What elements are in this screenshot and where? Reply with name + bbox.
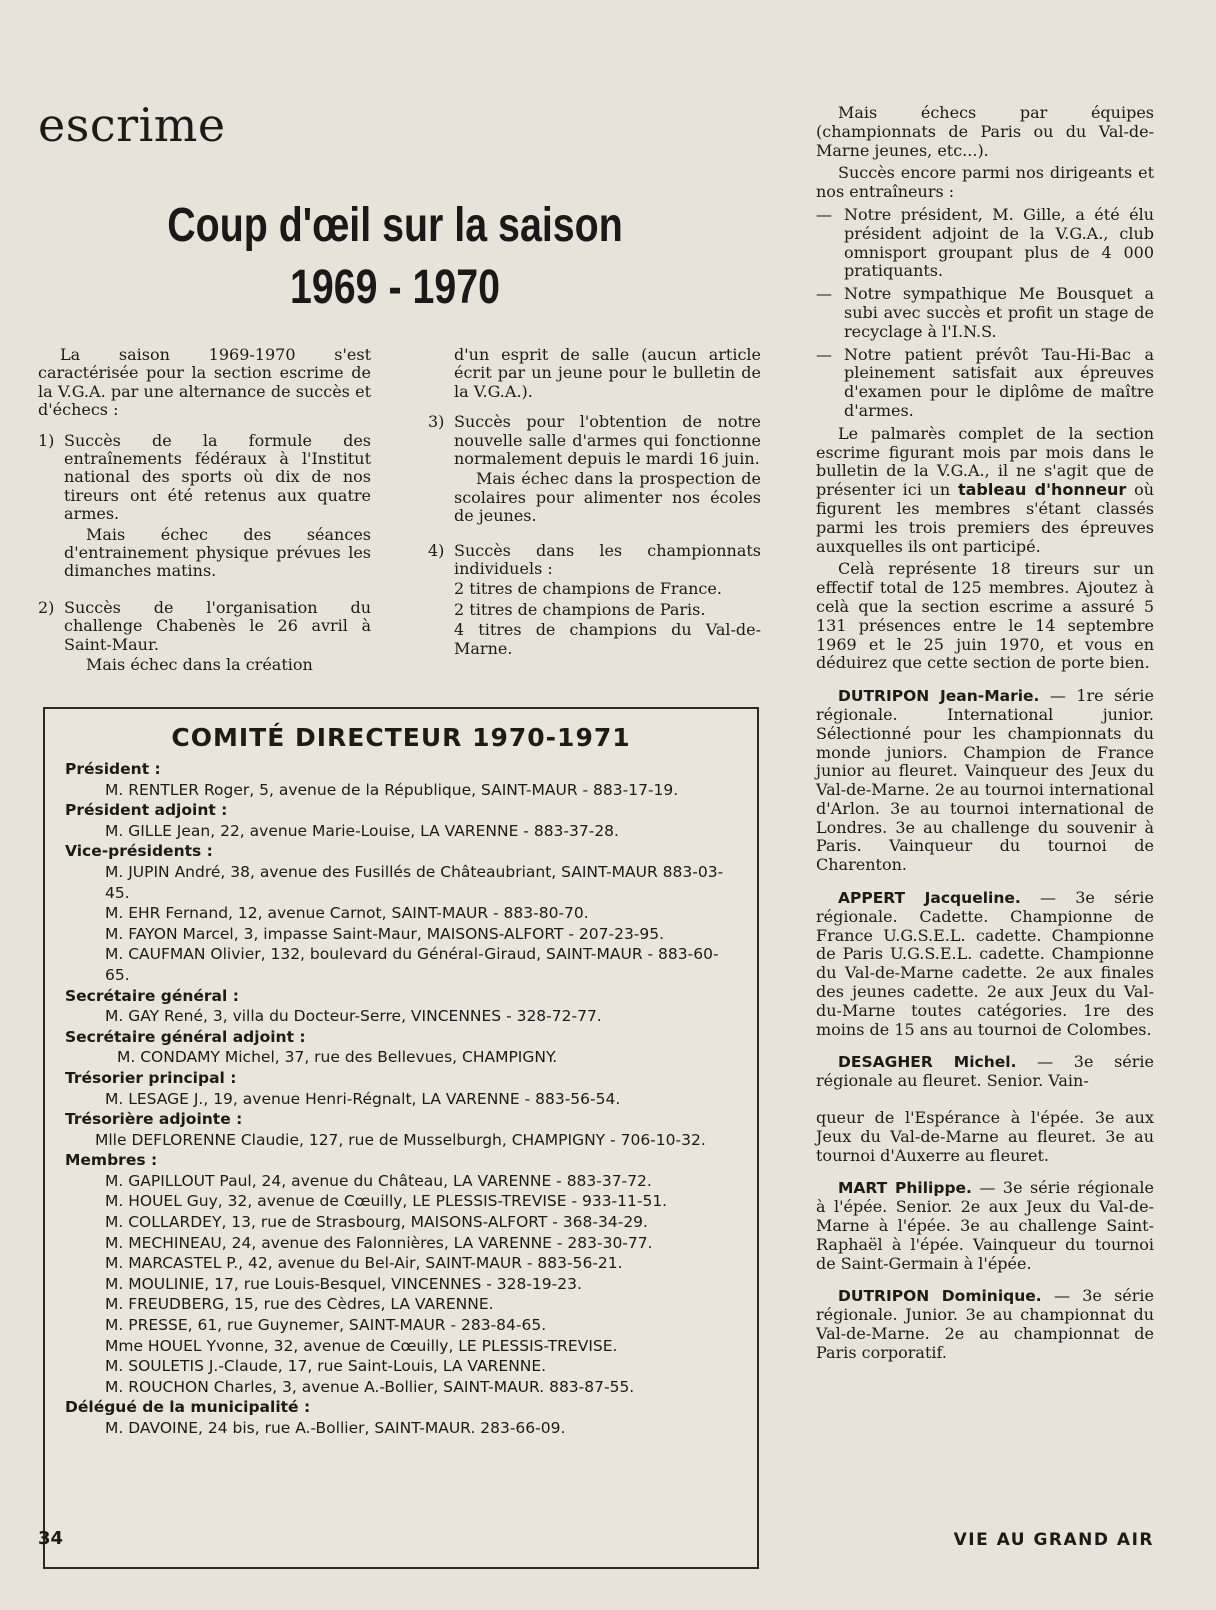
committee-entry: M. ROUCHON Charles, 3, avenue A.-Bollier, SAINT-MAUR. 883-87-55.: [105, 1377, 635, 1396]
committee-entry: Mlle DEFLORENNE Claudie, 127, rue de Musselburgh, CHAMPIGNY - 706-10-32.: [95, 1130, 706, 1149]
item-text: Succès de l'organisation du challenge Chabenès le 26 avril à Saint-Maur.: [64, 597, 371, 654]
role-label: Président :: [65, 760, 161, 778]
section-label: escrime: [38, 98, 226, 152]
item-text: Succès de la formule des entraînements fédéraux à l'Institut national des sports où dix de nos tireurs ont été retenus aux quatre armes.: [64, 430, 371, 524]
committee-title: COMITÉ DIRECTEUR 1970-1971: [171, 723, 631, 752]
athlete-name: DUTRIPON Jean-Marie.: [838, 687, 1040, 706]
committee-entry: M. FREUDBERG, 15, rue des Cèdres, LA VARENNE.: [105, 1295, 494, 1314]
paragraph: [816, 425, 1154, 557]
list-item-2: [38, 599, 371, 677]
role-label: Membres :: [65, 1151, 158, 1170]
role-label: Trésorière adjointe :: [65, 1110, 243, 1129]
athlete-name: DUTRIPON Dominique.: [838, 1287, 1042, 1306]
athlete-entry: [816, 1053, 1154, 1091]
dash-mark: —: [816, 284, 832, 304]
item-sub-text: Mais échec des séances d'entrainement physique prévues les dimanches matins.: [64, 524, 371, 581]
text-run: Le palmarès complet de la section escrime figurant mois par mois dans le bulletin de la V.G.A., il ne s'agit que de présenter ici un: [816, 423, 1154, 500]
dash-item: [816, 285, 1154, 341]
paragraph: Succès encore parmi nos dirigeants et nos entraîneurs :: [816, 163, 1154, 202]
athlete-text: — 3e série régionale au fleuret. Senior. Vain-: [816, 1052, 1154, 1091]
athlete-text: — 3e série régionale. Cadette. Championne de France U.G.S.E.L. cadette. Championne de Paris U.G.S.E.L. cadette. Championne du Val-de-Marne cadette. 2e aux finales des jeunes cadette. 2e aux Jeux du Val-du-Marne toutes catégories. 1re des moins de 15 ans au tournoi de Colombes.: [816, 888, 1154, 1039]
paragraph: Celà représente 18 tireurs sur un effectif total de 125 membres. Ajoutez à celà que la section escrime a assuré 5 131 présences entre le 14 septembre 1969 et le 25 juin 1970, et vous en déduirez que cette section de porte bien.: [816, 559, 1154, 673]
committee-entry: M. GAY René, 3, villa du Docteur-Serre, VINCENNES - 328-72-77.: [105, 1007, 602, 1026]
committee-entry: M. EHR Fernand, 12, avenue Carnot, SAINT-MAUR - 883-80-70.: [105, 904, 589, 923]
committee-entry: M. MOULINIE, 17, rue Louis-Besquel, VINCENNES - 328-19-23.: [105, 1274, 582, 1293]
list-item-1: [38, 432, 371, 583]
committee-entry: M. GILLE Jean, 22, avenue Marie-Louise, LA VARENNE - 883-37-28.: [105, 821, 619, 840]
athlete-text: — 1re série régionale. International junior. Sélectionné pour les championnats du monde juniors. Champion de France junior au fleuret. Vainqueur des Jeux du Val-de-Marne. 2e au tournoi international d'Arlon. 3e au tournoi international de Londres. 3e au challenge du souvenir à Paris. Vainqueur du tournoi de Charenton.: [816, 686, 1154, 875]
item-sub-text: Mais échec dans la prospection de scolaires pour alimenter nos écoles de jeunes.: [454, 469, 761, 526]
dash-item: [816, 206, 1154, 281]
committee-entry: M. GAPILLOUT Paul, 24, avenue du Château, LA VARENNE - 883-37-72.: [105, 1171, 652, 1190]
committee-entry: M. PRESSE, 61, rue Guynemer, SAINT-MAUR - 283-84-65.: [105, 1316, 547, 1335]
article-headline: [137, 195, 654, 319]
role-label: Secrétaire général :: [65, 986, 239, 1005]
athlete-entry: [816, 889, 1154, 1039]
athlete-entry: [816, 687, 1154, 875]
athlete-entry: [816, 1287, 1154, 1362]
list-item-3: [428, 413, 761, 527]
item-number: 4): [428, 540, 445, 560]
tableau-honneur: tableau d'honneur: [957, 480, 1127, 500]
role-label: Délégué de la municipalité :: [65, 1398, 311, 1417]
committee-entry: M. RENTLER Roger, 5, avenue de la République, SAINT-MAUR - 883-17-19.: [105, 780, 679, 799]
dash-mark: —: [816, 344, 832, 364]
continued-paragraph: d'un esprit de salle (aucun article écrit par un jeune pour le bulletin de la V.G.A.).: [454, 345, 761, 401]
list-item-4: [428, 542, 761, 660]
headline-line-1: Coup d'œil sur la saison: [167, 199, 623, 252]
committee-entry: M. MARCASTEL P., 42, avenue du Bel-Air, SAINT-MAUR - 883-56-21.: [105, 1254, 623, 1273]
committee-box: [43, 707, 759, 1569]
intro-paragraph: La saison 1969-1970 s'est caractérisée pour la section escrime de la V.G.A. par une alternance de succès et d'échecs :: [38, 345, 371, 420]
committee-entry: M. FAYON Marcel, 3, impasse Saint-Maur, MAISONS-ALFORT - 207-23-95.: [105, 924, 665, 943]
page-number: 34: [38, 1528, 64, 1549]
committee-entry: M. DAVOINE, 24 bis, rue A.-Bollier, SAINT-MAUR. 283-66-09.: [105, 1419, 566, 1437]
column-2: [428, 346, 761, 660]
dash-text: Notre président, M. Gille, a été élu président adjoint de la V.G.A., club omnisport groupant plus de 4 000 pratiquants.: [844, 204, 1154, 281]
dash-mark: —: [816, 204, 832, 224]
item-line: 2 titres de champions de Paris.: [454, 599, 706, 619]
dash-text: Notre patient prévôt Tau-Hi-Bac a pleinement satisfait aux épreuves d'examen pour le diplôme de maître d'armes.: [844, 344, 1154, 420]
committee-list: [65, 759, 741, 1439]
committee-entry: M. LESAGE J., 19, avenue Henri-Régnalt, LA VARENNE - 883-56-54.: [105, 1089, 621, 1108]
item-sub-text: Mais échec dans la création: [86, 655, 313, 675]
item-number: 3): [428, 412, 445, 432]
committee-entry: M. CONDAMY Michel, 37, rue des Bellevues, CHAMPIGNY.: [117, 1048, 558, 1067]
magazine-title: VIE AU GRAND AIR: [953, 1530, 1154, 1550]
committee-entry: Mme HOUEL Yvonne, 32, avenue de Cœuilly, LE PLESSIS-TREVISE.: [105, 1336, 618, 1355]
athlete-name: MART Philippe.: [838, 1179, 972, 1198]
item-line: 4 titres de champions du Val-de-Marne.: [454, 620, 761, 658]
role-label: Secrétaire général adjoint :: [65, 1027, 306, 1046]
committee-entry: M. COLLARDEY, 13, rue de Strasbourg, MAISONS-ALFORT - 368-34-29.: [105, 1213, 648, 1232]
athlete-name: APPERT Jacqueline.: [838, 889, 1021, 908]
item-number: 1): [38, 430, 55, 450]
athlete-text: — 3e série régionale. Junior. 3e au championnat du Val-de-Marne. 2e au championnat de Paris corporatif.: [816, 1286, 1155, 1362]
athlete-text-continued: queur de l'Espérance à l'épée. 3e aux Jeux du Val-de-Marne au fleuret. 3e au tournoi d'Auxerre au fleuret.: [816, 1108, 1154, 1165]
paragraph: Mais échecs par équipes (championnats de Paris ou du Val-de-Marne jeunes, etc...).: [816, 103, 1154, 160]
athlete-text: — 3e série régionale à l'épée. Senior. 2e aux Jeux du Val-de-Marne à l'épée. 3e au challenge Saint-Raphaël à l'épée. Vainqueur du tournoi de Saint-Germain à l'épée.: [816, 1178, 1154, 1273]
committee-entry: M. HOUEL Guy, 32, avenue de Cœuilly, LE PLESSIS-TREVISE - 933-11-51.: [105, 1192, 668, 1211]
item-text: Succès dans les championnats individuels :: [454, 540, 761, 579]
item-line: 2 titres de champions de France.: [454, 579, 722, 599]
committee-entry: M. JUPIN André, 38, avenue des Fusillés de Châteaubriant, SAINT-MAUR 883-03-45.: [105, 862, 724, 902]
role-label: Président adjoint :: [65, 801, 228, 820]
athlete-entry: [816, 1179, 1154, 1273]
role-label: Vice-présidents :: [65, 842, 213, 861]
committee-entry: M. MECHINEAU, 24, avenue des Falonnières, LA VARENNE - 283-30-77.: [105, 1233, 653, 1252]
text-run: où figurent les membres s'étant classés parmi les trois premiers des épreuves auxquelles ils ont participé.: [816, 480, 1154, 556]
role-label: Trésorier principal :: [65, 1068, 237, 1087]
headline-line-2: 1969 - 1970: [289, 261, 501, 314]
dash-text: Notre sympathique Me Bousquet a subi avec succès et profit un stage de recyclage à l'I.N.S.: [844, 284, 1154, 341]
column-3: [816, 104, 1154, 1367]
committee-entry: M. SOULETIS J.-Claude, 17, rue Saint-Louis, LA VARENNE.: [105, 1357, 547, 1376]
committee-entry: M. CAUFMAN Olivier, 132, boulevard du Général-Giraud, SAINT-MAUR - 883-60-65.: [105, 945, 719, 984]
column-1: [38, 346, 371, 677]
athlete-name: DESAGHER Michel.: [838, 1053, 1017, 1072]
item-text: Succès pour l'obtention de notre nouvelle salle d'armes qui fonctionne normalement depuis le mardi 16 juin.: [454, 412, 761, 469]
dash-item: [816, 346, 1154, 421]
item-number: 2): [38, 597, 55, 617]
